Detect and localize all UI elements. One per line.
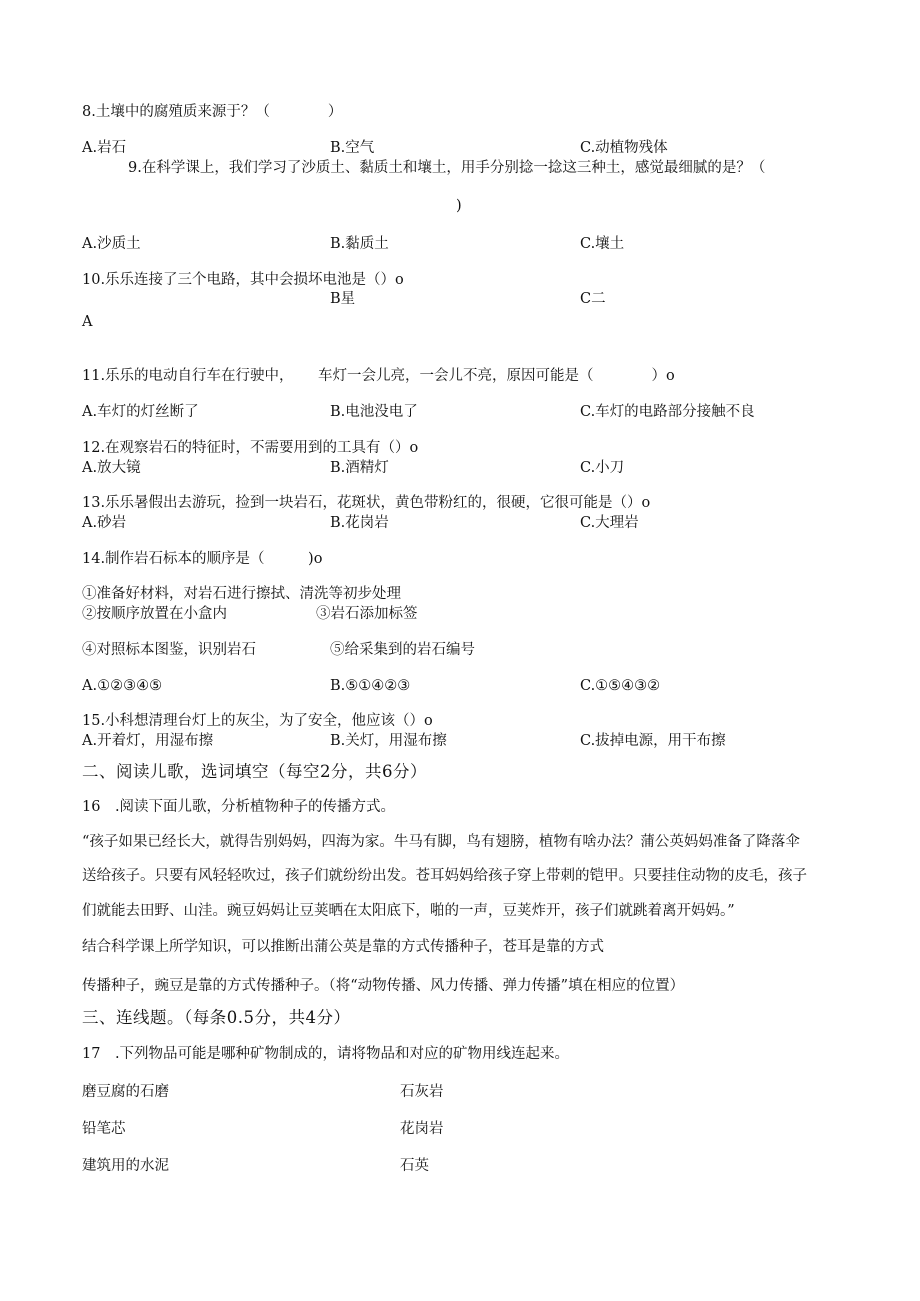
q14-stem: 14.制作岩石标本的顺序是（ )o (82, 551, 323, 567)
q10-option-b: B星 (330, 291, 356, 307)
q14-step-2: ②按顺序放置在小盒内 (82, 606, 227, 622)
q11-option-c: C.车灯的电路部分接触不良 (580, 404, 755, 420)
q14-step-4: ④对照标本图鉴，识别岩石 (82, 642, 256, 658)
poem-line-3: 们就能去田野、山洼。豌豆妈妈让豆荚晒在太阳底下，啪的一声，豆荚炸开，孩子们就跳着离开妈妈。” (82, 903, 735, 919)
q15-option-a: A.开着灯，用湿布擦 (82, 733, 214, 749)
q14-step-5: ⑤给采集到的岩石编号 (330, 642, 475, 658)
q8-option-a: A.岩石 (82, 140, 127, 156)
q13-option-a: A.砂岩 (82, 515, 127, 531)
poem-line-2: 送给孩子。只要有风轻轻吹过，孩子们就纷纷出发。苍耳妈妈给孩子穿上带刺的铠甲。只要挂住动物的皮毛，孩子 (82, 868, 807, 884)
q15-stem: 15.小科想清理台灯上的灰尘，为了安全，他应该（）o (82, 713, 433, 729)
q9-option-b: B.黏质土 (330, 236, 389, 252)
section-2-heading: 二、阅读儿歌，选词填空（每空2分，共6分） (82, 762, 427, 781)
q12-stem: 12.在观察岩石的特征时，不需要用到的工具有（）o (82, 440, 419, 456)
q11-option-b: B.电池没电了 (330, 404, 418, 420)
q15-option-c: C.拔掉电源，用干布擦 (580, 733, 726, 749)
q8-option-c: C.动植物残体 (580, 140, 668, 156)
q13-option-c: C.大理岩 (580, 515, 639, 531)
q10-option-a: A (82, 314, 93, 330)
q14-option-a: A.①②③④⑤ (82, 678, 163, 694)
q9-option-c: C.壤土 (580, 236, 625, 252)
q11-option-a: A.车灯的灯丝断了 (82, 404, 199, 420)
q12-option-a: A.放大镜 (82, 460, 141, 476)
q9-stem: 9.在科学课上，我们学习了沙质土、黏质土和壤土，用手分别捻一捻这三种土，感觉最细腻的是？（ (128, 160, 766, 176)
q8-option-b: B.空气 (330, 140, 375, 156)
q16-stem: 16 .阅读下面儿歌，分析植物种子的传播方式。 (82, 799, 396, 815)
q14-option-c: C.①⑤④③② (580, 678, 661, 694)
section-3-heading: 三、连线题。（每条0.5分，共4分） (82, 1008, 351, 1027)
poem-line-1: “孩子如果已经长大，就得告别妈妈，四海为家。牛马有脚，鸟有翅膀，植物有啥办法？蒲公英妈妈准备了降落伞 (82, 834, 800, 850)
q8-stem: 8.土壤中的腐殖质来源于？（ ） (82, 104, 343, 120)
q8-options (82, 138, 842, 158)
q10-stem: 10.乐乐连接了三个电路，其中会损坏电池是（）o (82, 272, 404, 288)
q17-stem: 17 .下列物品可能是哪种矿物制成的，请将物品和对应的矿物用线连起来。 (82, 1046, 570, 1062)
q12-option-b: B.酒精灯 (330, 460, 389, 476)
q14-step-3: ③岩石添加标签 (316, 606, 418, 622)
q16-fill-line-2: 传播种子，豌豆是靠的方式传播种子。（将“动物传播、风力传播、弹力传播”填在相应的位置） (82, 978, 685, 994)
q15-option-b: B.关灯，用湿布擦 (330, 733, 447, 749)
q14-step-1: ①准备好材料，对岩石进行擦拭、清洗等初步处理 (82, 586, 401, 602)
q11-stem-part-a: 11.乐乐的电动自行车在行驶中， (82, 368, 294, 384)
match-left-item-1: 磨豆腐的石磨 (82, 1084, 169, 1100)
match-right-item-3: 石英 (400, 1158, 429, 1174)
q16-fill-line-1: 结合科学课上所学知识，可以推断出蒲公英是靠的方式传播种子，苍耳是靠的方式 (82, 939, 604, 955)
q11-stem-part-b: 车灯一会儿亮，一会儿不亮，原因可能是（ ）o (318, 368, 675, 384)
q14-options (82, 676, 842, 696)
q14-option-b: B.⑤①④②③ (330, 678, 411, 694)
match-left-item-3: 建筑用的水泥 (82, 1158, 169, 1174)
q15-options (82, 731, 842, 751)
match-right-item-1: 石灰岩 (400, 1084, 444, 1100)
q12-options (82, 458, 842, 478)
q11-options (82, 402, 842, 422)
match-right-item-2: 花岗岩 (400, 1121, 444, 1137)
q13-options (82, 513, 842, 533)
q12-option-c: C.小刀 (580, 460, 625, 476)
q13-option-b: B.花岗岩 (330, 515, 389, 531)
q13-stem: 13.乐乐暑假出去游玩，捡到一块岩石，花斑状，黄色带粉红的，很硬，它很可能是（）o (82, 495, 651, 511)
q9-options (82, 234, 842, 254)
q10-option-c: C二 (580, 291, 606, 307)
q9-stem-end: ) (456, 198, 462, 214)
match-left-item-2: 铅笔芯 (82, 1121, 126, 1137)
q9-option-a: A.沙质土 (82, 236, 141, 252)
